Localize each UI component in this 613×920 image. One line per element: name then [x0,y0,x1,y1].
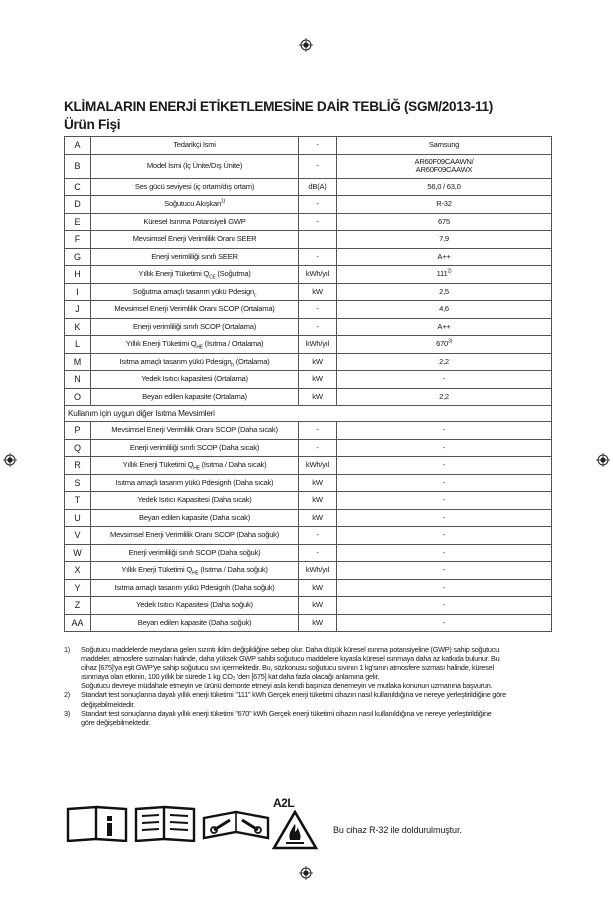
row-code: H [65,266,91,284]
footnote [64,690,532,708]
row-code: B [65,154,91,178]
flammable-warning-icon [272,810,318,850]
table-row [65,544,552,562]
row-code: W [65,544,91,562]
row-label [91,178,299,196]
row-code: A [65,137,91,155]
row-label [91,301,299,319]
table-row [65,388,552,406]
footnote-line: Standart test sonuçlarına dayalı yıllık enerji tüketimi "670" kWh Gerçek enerji tüketimi cihazın nasıl kullanıldığına ve nereye yerleştirildiğine [81,708,492,718]
row-code: AA [65,614,91,632]
row-unit: kWh/yıl [299,457,337,475]
table-row [65,178,552,196]
row-value-text: - [442,565,446,575]
row-label-suffix: (Ortalama) [233,356,270,366]
registration-mark-right-icon [596,453,610,467]
row-unit: kWh/yıl [299,562,337,580]
row-value-text: - [442,617,446,627]
row-label-text: Soğutucu Akışkan [164,199,221,209]
row-label-text: Yedek Isıtıcı Kapasitesi (Daha sıcak) [137,495,252,505]
footnote-line: göre değişebilmektedir. [81,717,151,727]
row-label [91,266,299,284]
footnote-line: Standart test sonuçlarına dayalı yıllık enerji tüketimi "111" kWh Gerçek enerji tüketimi cihazın nasıl kullanıldığına ve nereye yerleştirildiğine göre [81,690,506,700]
row-value [337,336,552,354]
row-label-text: Yıllık Enerji Tüketimi Q [121,565,192,575]
registration-mark-left-icon [3,453,17,467]
row-unit: kW [299,597,337,615]
row-value-text: 2,2 [439,356,449,366]
row-label-subscript: HE [192,570,199,577]
row-label-subscript: HE [196,344,203,351]
table-row [65,266,552,284]
document-subtitle: Ürün Fişi [64,117,121,132]
row-value-text: - [442,460,446,470]
row-label-text: Mevsimsel Enerji Verimlilik Oranı SEER [132,234,257,244]
row-label-suffix: (Soğutma) [215,269,251,279]
footnote-line: ısınmaya olan etkinin, 100 yıllık bir sürede 1 kg CO₂ 'den [675] kat daha fazla olacağı anlamına gelir. [81,672,380,682]
row-unit: kWh/yıl [299,266,337,284]
table-row [65,318,552,336]
table-row [65,457,552,475]
row-code: X [65,562,91,580]
row-unit: - [299,154,337,178]
row-unit: kW [299,353,337,371]
section-label: Kullanım için uygun diğer Isıtma Mevsimleri [65,406,552,422]
refrigerant-caption: Bu cihaz R-32 ile doldurulmuştur. [333,825,462,835]
row-code: L [65,336,91,354]
row-label [91,422,299,440]
row-value [337,301,552,319]
row-label [91,318,299,336]
table-row [65,474,552,492]
row-label-subscript: HE [193,465,200,472]
row-unit: kW [299,614,337,632]
row-code: N [65,371,91,389]
table-row [65,509,552,527]
row-value-text: 4,6 [439,304,449,314]
row-value-text: - [442,512,446,522]
table-row [65,154,552,178]
row-value [337,579,552,597]
row-label [91,457,299,475]
row-label-text: Soğutma amaçlı tasarım yükü Pdesign [132,286,254,296]
row-value [337,388,552,406]
row-code: U [65,509,91,527]
row-label-text: Mevsimsel Enerji Verimlilik Oranı SCOP (Daha sıcak) [111,425,278,435]
row-label [91,213,299,231]
row-label-text: Enerji verimliliği sınıfı SEER [151,251,238,261]
row-value-text: A++ [437,251,451,261]
row-value [337,213,552,231]
row-label-text: Mevsimsel Enerji Verimlilik Oranı SCOP (Daha soğuk) [110,530,279,540]
row-value-text: AR60F09CAAWN/ AR60F09CAAWX [414,157,474,174]
row-label-text: Küresel Isınma Potansiyeli GWP [143,216,246,226]
row-value [337,527,552,545]
row-value [337,137,552,155]
row-label-text: Isıtma amaçlı tasarım yükü Pdesign [119,356,232,366]
row-value [337,231,552,249]
row-value-text: Samsung [428,140,460,150]
row-value [337,457,552,475]
row-label-subscript: h [231,362,234,369]
row-code: I [65,283,91,301]
row-code: R [65,457,91,475]
footnote-line: Soğutucu maddelerde meydana gelen sızıntı iklim değişikliğine sebep olur. Daha düşük küresel ısınma potansiyeline (GWP) sahip soğutucu [81,645,499,654]
footnote-number: 2) [64,690,70,700]
row-unit: - [299,439,337,457]
row-value-text: 670 [436,339,448,349]
product-fiche-table [64,136,552,632]
row-value [337,474,552,492]
row-label-text: Yedek Isıtıcı kapasitesi (Ortalama) [141,374,248,384]
row-label-text: Yıllık Enerji Tüketimi Q [138,269,210,279]
row-label [91,562,299,580]
row-code: J [65,301,91,319]
manual-open-book-icon [134,804,198,842]
row-value [337,439,552,457]
table-row [65,579,552,597]
row-value-text: 2,2 [439,391,449,401]
row-unit: - [299,196,337,214]
row-value-text: - [442,374,446,384]
row-label-text: Enerji verimliliği sınıfı SCOP (Daha soğuk) [128,547,261,557]
footnote-line: değişebilmektedir. [81,699,135,709]
row-label-subscript: CE [209,274,216,281]
row-label-text: Beyan edilen kapasite (Ortalama) [142,391,247,401]
row-code: D [65,196,91,214]
row-label [91,544,299,562]
row-code: K [65,318,91,336]
table-row [65,231,552,249]
table-row [65,527,552,545]
row-value-text: - [442,495,446,505]
section-row [65,406,552,422]
row-value-text: R-32 [436,199,452,209]
row-label [91,474,299,492]
row-label [91,527,299,545]
row-label-subscript: c [254,292,257,299]
row-unit: - [299,213,337,231]
row-code: V [65,527,91,545]
row-label-suffix: (Isıtma / Ortalama) [202,339,264,349]
row-label [91,283,299,301]
row-unit: kW [299,371,337,389]
table-body-secondary [65,422,552,632]
row-unit: kW [299,492,337,510]
row-code: C [65,178,91,196]
table-row [65,353,552,371]
table-row [65,137,552,155]
table-row [65,196,552,214]
document-title: KLİMALARIN ENERJİ ETİKETLEMESİNE DAİR TEBLİĞ (SGM/2013-11) [64,99,493,114]
row-label-text: Beyan edilen kapasite (Daha soğuk) [137,617,252,627]
row-value [337,562,552,580]
row-value-footnote-ref: 3) [447,338,452,345]
row-label [91,154,299,178]
row-code: Z [65,597,91,615]
row-value-footnote-ref: 2) [447,268,452,275]
row-label-text: Beyan edilen kapasite (Daha sıcak) [139,512,250,522]
row-unit [299,231,337,249]
row-label-text: Enerji verimliliği sınıfı SCOP (Ortalama) [133,321,256,331]
row-label [91,614,299,632]
registration-mark-top-icon [299,38,313,52]
row-label-suffix: (Isıtma / Daha soğuk) [198,565,268,575]
footnote [64,645,532,690]
row-value [337,544,552,562]
row-label-text: Tedarikçi İsmi [173,140,216,150]
row-label [91,231,299,249]
row-label [91,439,299,457]
row-unit: - [299,318,337,336]
a2l-label: A2L [273,796,295,810]
row-value-text: - [442,442,446,452]
table-row [65,283,552,301]
row-code: F [65,231,91,249]
table-body-main [65,137,552,406]
row-label-text: Isıtma amaçlı tasarım yükü Pdesignh (Daha sıcak) [115,477,274,487]
row-unit: - [299,248,337,266]
row-value [337,248,552,266]
table-row [65,248,552,266]
row-value [337,614,552,632]
row-value-text: - [442,582,446,592]
row-unit: dB(A) [299,178,337,196]
row-value-text: - [442,547,446,557]
registration-mark-bottom-icon [299,866,313,880]
row-unit: kW [299,579,337,597]
footnote-line: maddeler, atmosfere sızmaları halinde, daha yüksek GWP sahibi soğutucu maddelere kıyasla küresel ısınmaya daha az katkıda bulunur. Bu [81,654,500,664]
row-value [337,283,552,301]
table-row [65,371,552,389]
table-row [65,492,552,510]
table-row [65,597,552,615]
row-label [91,137,299,155]
row-label-text: Isıtma amaçlı tasarım yükü Pdesignh (Daha soğuk) [114,582,275,592]
row-label-footnote-ref: 1) [220,198,225,205]
row-value-text: - [442,530,446,540]
row-value-text: A++ [437,321,451,331]
row-unit: - [299,544,337,562]
row-code: O [65,388,91,406]
row-code: T [65,492,91,510]
row-unit: kW [299,474,337,492]
row-unit: - [299,137,337,155]
row-unit: - [299,422,337,440]
row-value [337,422,552,440]
manual-info-icon [66,804,130,842]
row-value-text: 111 [436,269,448,279]
row-label [91,579,299,597]
row-value [337,154,552,178]
row-value-text: 2,5 [439,286,449,296]
row-label [91,509,299,527]
table-section [65,406,552,422]
service-manual-wrench-icon [202,808,270,842]
row-label [91,597,299,615]
row-label [91,388,299,406]
row-code: E [65,213,91,231]
row-unit: - [299,527,337,545]
row-code: M [65,353,91,371]
row-value [337,597,552,615]
table-row [65,336,552,354]
table-row [65,439,552,457]
row-value [337,178,552,196]
row-value [337,371,552,389]
row-value-text: 56,0 / 63,0 [427,181,461,191]
row-label [91,248,299,266]
row-unit: kW [299,283,337,301]
row-unit: - [299,301,337,319]
row-value [337,196,552,214]
table-row [65,614,552,632]
row-label-text: Yıllık Enerji Tüketimi Q [125,339,197,349]
row-code: S [65,474,91,492]
row-unit: kW [299,509,337,527]
footnote-number: 1) [64,645,70,654]
footnote-line: cihaz [675]'ya eşit GWP'ye sahip soğutucu sıvı içermektedir. Bu, sözkonusu soğutucu sıvının 1 kg'sının atmosfere sızması halinde, küresel [81,663,494,673]
row-label [91,371,299,389]
row-value-text: - [442,425,446,435]
row-value-text: - [442,600,446,610]
row-value [337,353,552,371]
row-label-text: Yedek Isıtıcı Kapasitesi (Daha soğuk) [136,600,253,610]
row-value-text: 7,9 [439,234,449,244]
table-row [65,301,552,319]
row-value [337,492,552,510]
table-row [65,422,552,440]
row-value [337,509,552,527]
row-code: Y [65,579,91,597]
footnote-number: 3) [64,708,70,718]
row-label [91,353,299,371]
row-value [337,266,552,284]
footnote [64,709,532,727]
table-row [65,213,552,231]
row-label-text: Mevsimsel Enerji Verimlilik Oranı SCOP (Ortalama) [114,304,275,314]
footnotes [64,645,532,727]
row-label [91,492,299,510]
row-unit: kWh/yıl [299,336,337,354]
row-label-text: Yıllık Enerji Tüketimi Q [122,460,194,470]
row-label-suffix: (Isıtma / Daha sıcak) [199,460,267,470]
row-value [337,318,552,336]
row-label-text: Enerji verimliliği sınıfı SCOP (Daha sıcak) [129,442,260,452]
footnote-line: Soğutucu devreye müdahale etmeyin ve ürünü demonte etmeyi asla kendi başınıza denemeyin ve mutlaka konunun uzmanına başvurun. [81,681,493,691]
row-code: P [65,422,91,440]
row-label-text: Model İsmi (İç Ünite/Dış Ünite) [146,161,243,170]
row-label [91,196,299,214]
row-code: G [65,248,91,266]
row-value-text: - [442,477,446,487]
table-row [65,562,552,580]
row-label [91,336,299,354]
row-code: Q [65,439,91,457]
row-label-text: Ses gücü seviyesi (iç ortam/dış ortam) [134,181,255,191]
row-value-text: 675 [438,216,450,226]
row-unit: kW [299,388,337,406]
